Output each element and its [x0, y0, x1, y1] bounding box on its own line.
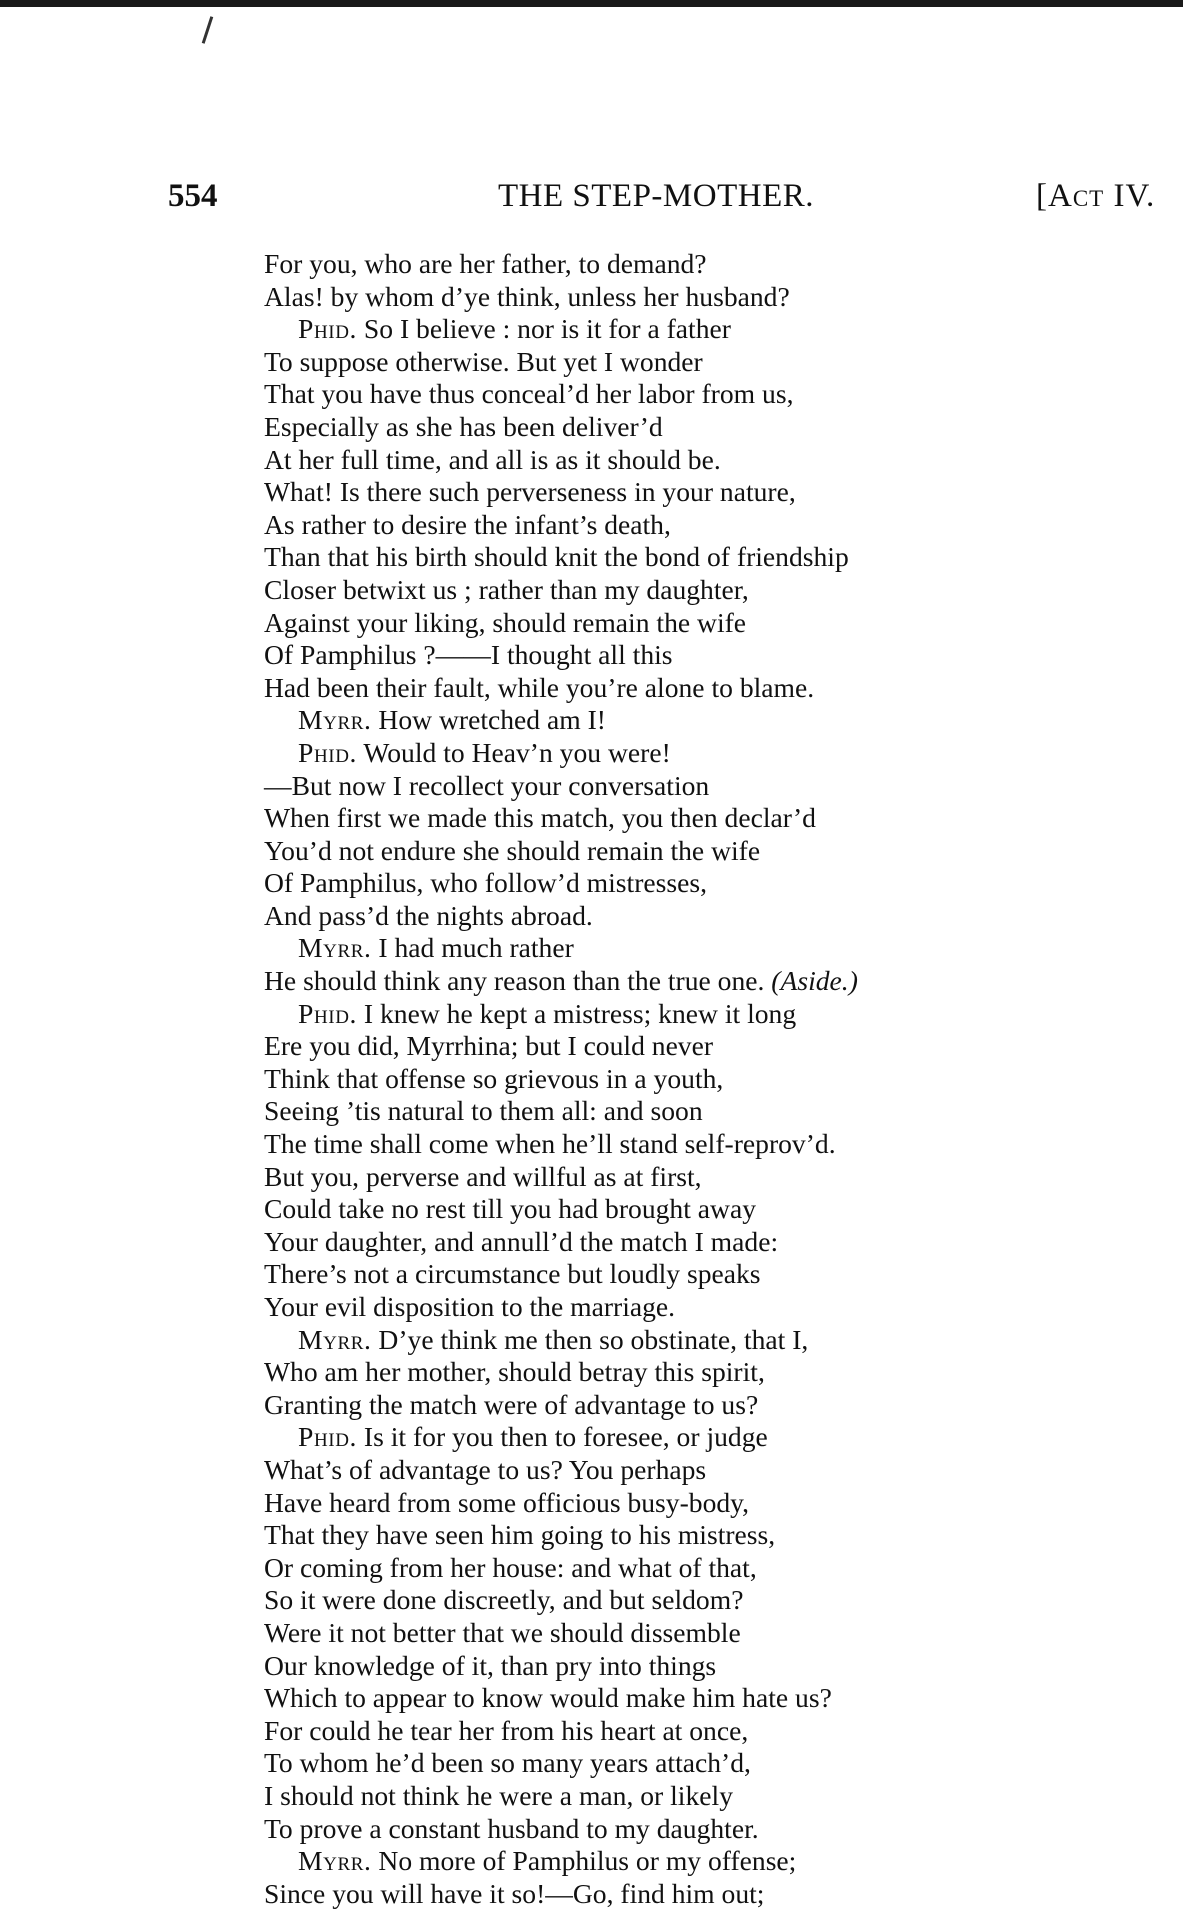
line-text: When first we made this match, you then declar’d	[264, 802, 816, 834]
stage-direction: (Aside.)	[771, 965, 858, 997]
line-text: No more of Pamphilus or my offense;	[371, 1845, 797, 1877]
act-label: [Act IV.	[1036, 178, 1156, 214]
verse-line	[264, 1845, 1179, 1878]
line-text: Or coming from her house: and what of that,	[264, 1551, 757, 1583]
line-text: Had been their fault, while you’re alone to blame.	[264, 671, 815, 703]
speaker-name: Phid.	[298, 1421, 358, 1453]
line-text: Have heard from some officious busy-body,	[264, 1486, 750, 1518]
verse-line	[264, 639, 1179, 672]
line-text: —But now I recollect your conversation	[264, 769, 710, 801]
line-text: So it were done discreetly, and but seldom?	[264, 1584, 744, 1616]
verse-line	[264, 313, 1179, 346]
verse-line	[264, 1454, 1179, 1487]
play-text	[264, 248, 1179, 1910]
stray-ink-mark	[202, 16, 214, 44]
speaker-name: Phid.	[298, 997, 358, 1029]
line-text: That they have seen him going to his mistress,	[264, 1519, 776, 1551]
verse-line	[264, 1813, 1179, 1846]
line-text: Who am her mother, should betray this spirit,	[264, 1356, 765, 1388]
verse-line	[264, 1063, 1179, 1096]
line-text: Since you will have it so!—Go, find him out;	[264, 1877, 765, 1909]
line-text: Seeing ’tis natural to them all: and soon	[264, 1095, 703, 1127]
verse-line	[264, 1650, 1179, 1683]
verse-line	[264, 378, 1179, 411]
verse-line	[264, 281, 1179, 314]
verse-line	[264, 1715, 1179, 1748]
verse-line	[264, 1519, 1179, 1552]
verse-line	[264, 1780, 1179, 1813]
line-text: For you, who are her father, to demand?	[264, 248, 707, 279]
line-text: That you have thus conceal’d her labor from us,	[264, 378, 794, 410]
line-text: To prove a constant husband to my daughter.	[264, 1812, 759, 1844]
line-text: And pass’d the nights abroad.	[264, 899, 593, 931]
line-text: Granting the match were of advantage to us?	[264, 1388, 759, 1420]
line-text: What’s of advantage to us? You perhaps	[264, 1453, 707, 1485]
line-text: Your daughter, and annull’d the match I made:	[264, 1225, 779, 1257]
line-text: Could take no rest till you had brought away	[264, 1193, 756, 1225]
verse-line	[264, 802, 1179, 835]
speaker-name: Phid.	[298, 313, 358, 345]
page-number: 554	[168, 178, 218, 214]
verse-line	[264, 770, 1179, 803]
line-text: As rather to desire the infant’s death,	[264, 508, 671, 540]
line-text: To whom he’d been so many years attach’d,	[264, 1747, 751, 1779]
verse-line	[264, 1487, 1179, 1520]
verse-line	[264, 737, 1179, 770]
verse-line	[264, 672, 1179, 705]
verse-line	[264, 1030, 1179, 1063]
line-text: I had much rather	[371, 932, 574, 964]
top-border-rule	[0, 0, 1183, 7]
line-text: Is it for you then to foresee, or judge	[357, 1421, 768, 1453]
line-text: I knew he kept a mistress; knew it long	[357, 997, 797, 1029]
line-text: Than that his birth should knit the bond of friendship	[264, 541, 849, 573]
line-text: Of Pamphilus, who follow’d mistresses,	[264, 867, 708, 899]
line-text: The time shall come when he’ll stand self-reprov’d.	[264, 1128, 836, 1160]
line-text: To suppose otherwise. But yet I wonder	[264, 345, 703, 377]
verse-line	[264, 476, 1179, 509]
line-text: Were it not better that we should dissemble	[264, 1616, 741, 1648]
speaker-name: Myrr.	[298, 704, 372, 736]
verse-line	[264, 867, 1179, 900]
line-text: How wretched am I!	[371, 704, 606, 736]
verse-line	[264, 1617, 1179, 1650]
line-text: Alas! by whom d’ye think, unless her husband?	[264, 280, 790, 312]
verse-line	[264, 1193, 1179, 1226]
speaker-name: Myrr.	[298, 932, 372, 964]
verse-line	[264, 1552, 1179, 1585]
verse-line	[264, 541, 1179, 574]
verse-line	[264, 1747, 1179, 1780]
line-text: Against your liking, should remain the wife	[264, 606, 747, 638]
verse-line	[264, 1095, 1179, 1128]
verse-line	[264, 1356, 1179, 1389]
page-header	[168, 178, 1183, 218]
line-text: But you, perverse and willful as at first,	[264, 1160, 702, 1192]
verse-line	[264, 574, 1179, 607]
verse-line	[264, 932, 1179, 965]
speaker-name: Myrr.	[298, 1323, 372, 1355]
line-text: Would to Heav’n you were!	[357, 736, 671, 768]
line-text: Ere you did, Myrrhina; but I could never	[264, 1030, 714, 1062]
verse-line	[264, 509, 1179, 542]
line-text: Of Pamphilus ?——I thought all this	[264, 639, 673, 671]
line-text: For could he tear her from his heart at once,	[264, 1714, 749, 1746]
line-text: So I believe : nor is it for a father	[357, 313, 731, 345]
verse-line	[264, 1389, 1179, 1422]
verse-line	[264, 900, 1179, 933]
line-text: Think that offense so grievous in a youth,	[264, 1062, 724, 1094]
verse-line	[264, 411, 1179, 444]
verse-line	[264, 1682, 1179, 1715]
verse-line	[264, 835, 1179, 868]
running-title: THE STEP-MOTHER.	[498, 178, 814, 214]
line-text: Closer betwixt us ; rather than my daughter,	[264, 573, 749, 605]
verse-line	[264, 704, 1179, 737]
line-text: You’d not endure she should remain the wife	[264, 834, 761, 866]
verse-line	[264, 1226, 1179, 1259]
verse-line	[264, 607, 1179, 640]
verse-line	[264, 1421, 1179, 1454]
verse-line	[264, 998, 1179, 1031]
line-text: What! Is there such perverseness in your nature,	[264, 476, 796, 508]
verse-line	[264, 1128, 1179, 1161]
line-text: At her full time, and all is as it should be.	[264, 443, 721, 475]
verse-line	[264, 248, 1179, 281]
line-text: Our knowledge of it, than pry into things	[264, 1649, 717, 1681]
verse-line	[264, 1291, 1179, 1324]
verse-line	[264, 1258, 1179, 1291]
speaker-name: Myrr.	[298, 1845, 372, 1877]
verse-line	[264, 1878, 1179, 1911]
verse-line	[264, 965, 1179, 998]
line-text: There’s not a circumstance but loudly speaks	[264, 1258, 761, 1290]
verse-line	[264, 444, 1179, 477]
verse-line	[264, 1324, 1179, 1357]
line-text: Your evil disposition to the marriage.	[264, 1291, 676, 1322]
verse-line	[264, 346, 1179, 379]
line-text: I should not think he were a man, or likely	[264, 1779, 733, 1811]
speaker-name: Phid.	[298, 736, 358, 768]
line-text: He should think any reason than the true one.	[264, 965, 772, 997]
verse-line	[264, 1161, 1179, 1194]
line-text: Especially as she has been deliver’d	[264, 410, 663, 442]
line-text: Which to appear to know would make him hate us?	[264, 1682, 832, 1714]
line-text: D’ye think me then so obstinate, that I,	[371, 1323, 809, 1355]
verse-line	[264, 1584, 1179, 1617]
